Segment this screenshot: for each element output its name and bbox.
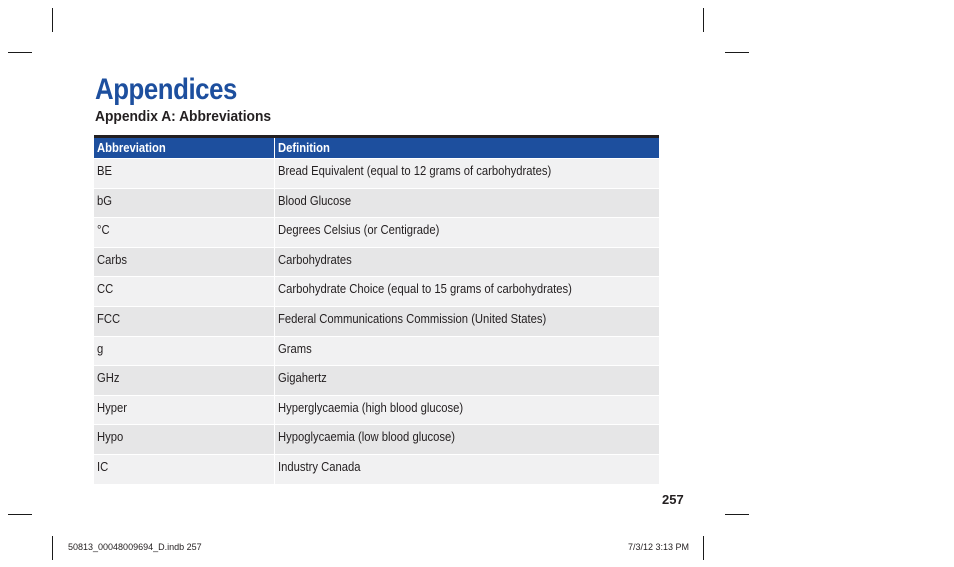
- table-row: [94, 424, 659, 454]
- table-header-row: [94, 138, 659, 158]
- definition-cell: Gigahertz: [275, 366, 659, 395]
- crop-mark-bottom-left-horizontal: [8, 514, 32, 515]
- abbreviation-cell: FCC: [94, 307, 275, 336]
- table-row: [94, 454, 659, 484]
- table-row: [94, 217, 659, 247]
- crop-mark-top-right-horizontal: [725, 52, 749, 53]
- table-row: [94, 336, 659, 366]
- abbreviation-cell: BE: [94, 159, 275, 188]
- abbreviation-cell: Hypo: [94, 425, 275, 454]
- abbreviation-cell: IC: [94, 455, 275, 484]
- crop-mark-top-left-vertical: [52, 8, 53, 32]
- definition-cell: Degrees Celsius (or Centigrade): [275, 218, 659, 247]
- crop-mark-bottom-right-vertical: [703, 536, 704, 560]
- definition-cell: Carbohydrates: [275, 248, 659, 277]
- abbreviation-cell: Carbs: [94, 248, 275, 277]
- table-body: [94, 158, 659, 484]
- definition-cell: Federal Communications Commission (United States): [275, 307, 659, 336]
- definition-cell: Industry Canada: [275, 455, 659, 484]
- print-slug-file: 50813_00048009694_D.indb 257: [68, 542, 202, 552]
- section-subtitle: Appendix A: Abbreviations: [95, 108, 272, 125]
- table-row: [94, 276, 659, 306]
- abbreviation-cell: CC: [94, 277, 275, 306]
- abbreviation-cell: °C: [94, 218, 275, 247]
- print-slug-date: 7/3/12 3:13 PM: [628, 542, 690, 552]
- abbreviation-cell: bG: [94, 189, 275, 218]
- definition-cell: Blood Glucose: [275, 189, 659, 218]
- definition-cell: Bread Equivalent (equal to 12 grams of carbohydrates): [275, 159, 659, 188]
- crop-mark-top-right-vertical: [703, 8, 704, 32]
- definition-cell: Hypoglycaemia (low blood glucose): [275, 425, 659, 454]
- table-row: [94, 306, 659, 336]
- table-row: [94, 247, 659, 277]
- column-header-definition: Definition: [278, 141, 330, 155]
- crop-mark-top-left-horizontal: [8, 52, 32, 53]
- abbreviations-table: [94, 135, 659, 484]
- table-row: [94, 365, 659, 395]
- table-row: [94, 158, 659, 188]
- crop-mark-bottom-right-horizontal: [725, 514, 749, 515]
- definition-cell: Grams: [275, 337, 659, 366]
- abbreviation-cell: Hyper: [94, 396, 275, 425]
- table-row: [94, 188, 659, 218]
- table-row: [94, 395, 659, 425]
- definition-cell: Hyperglycaemia (high blood glucose): [275, 396, 659, 425]
- page-number: 257: [662, 492, 684, 507]
- crop-mark-bottom-left-vertical: [52, 536, 53, 560]
- page-title: Appendices: [95, 73, 237, 106]
- column-header-abbreviation: Abbreviation: [94, 138, 275, 158]
- abbreviation-cell: GHz: [94, 366, 275, 395]
- definition-cell: Carbohydrate Choice (equal to 15 grams of carbohydrates): [275, 277, 659, 306]
- abbreviation-cell: g: [94, 337, 275, 366]
